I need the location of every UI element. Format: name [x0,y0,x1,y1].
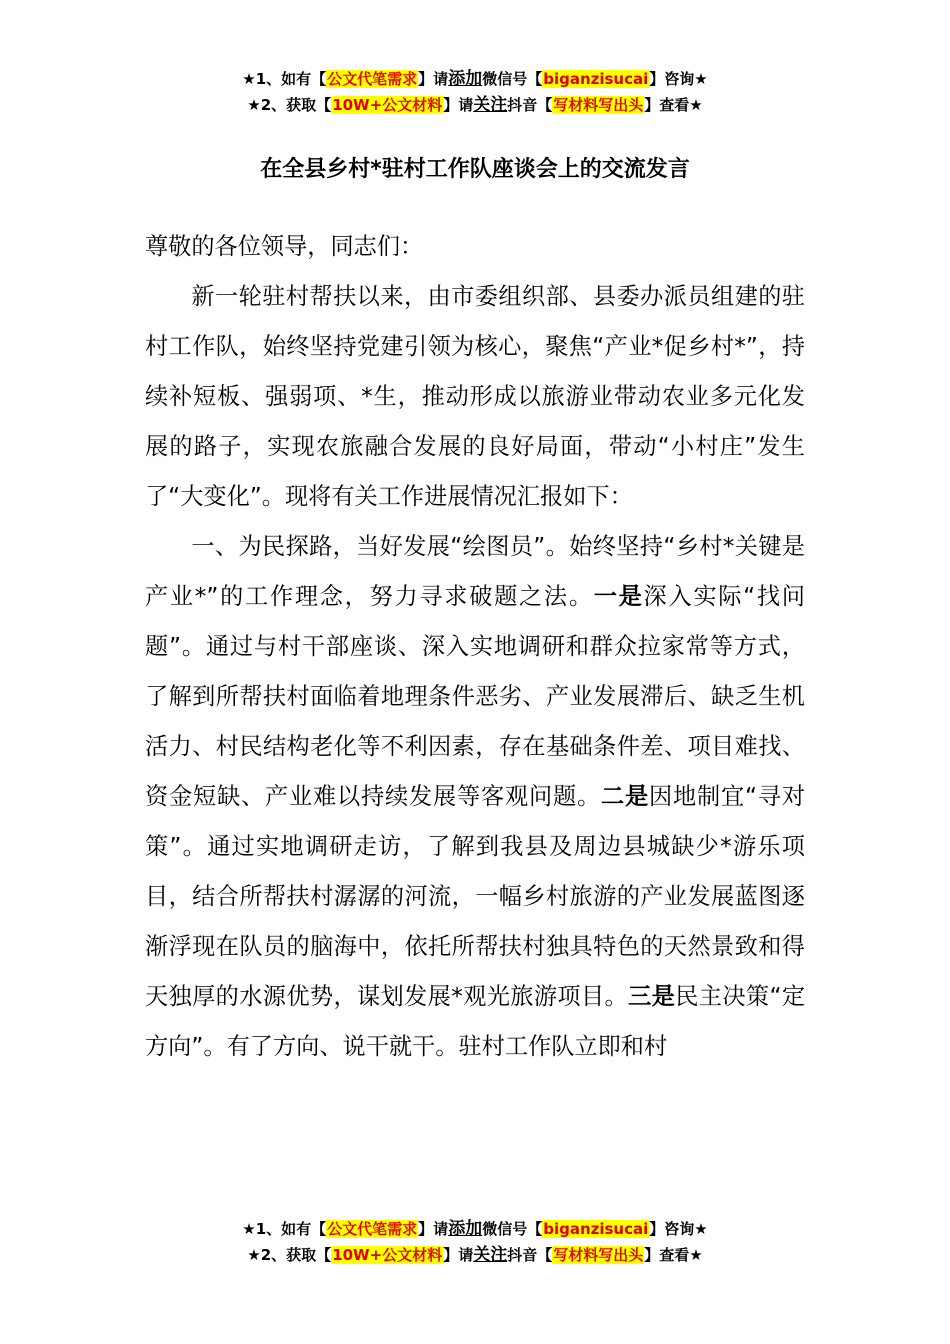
douyin-account: 写材料写出头 [553,96,644,114]
highlight-service: 公文代笔需求 [327,1220,418,1238]
douyin-account: 写材料写出头 [553,1246,644,1264]
paragraph-section-1: 一、为民探路，当好发展“绘图员”。始终坚持“乡村*关键是产业*”的工作理念，努力寻求破题之法。一是深入实际“找问题”。通过与村干部座谈、深入实地调研和群众拉家常等方式，了解到所帮扶村面临着地理条件恶劣、产业发展滞后、缺乏生机活力、村民结构老化等不利因素，存在基础条件差、项目难找、资金短缺、产业难以持续发展等客观问题。二是因地制宜“寻对策”。通过实地调研走访，了解到我县及周边县城缺少*游乐项目，结合所帮扶村潺潺的河流，一幅乡村旅游的产业发展蓝图逐渐浮现在队员的脑海中，依托所帮扶村独具特色的天然景致和得天独厚的水源优势，谋划发展*观光旅游项目。三是民主决策“定方向”。有了方向、说干就干。驻村工作队立即和村 [145,533,806,1060]
document-title: 在全县乡村*驻村工作队座谈会上的交流发言 [260,157,690,182]
wechat-id: biganzisucai [543,1220,649,1238]
banner-line-2: ★2、获取【10W+公文材料】请关注抖音【写材料写出头】查看★ [247,1245,703,1265]
header-banner [0,66,950,118]
highlight-materials: 10W+公文材料 [332,96,443,114]
banner-line-2: ★2、获取【10W+公文材料】请关注抖音【写材料写出头】查看★ [247,95,703,115]
highlight-materials: 10W+公文材料 [332,1246,443,1264]
highlight-service: 公文代笔需求 [327,70,418,88]
footer-banner [0,1216,950,1268]
banner-line-1: ★1、如有【公文代笔需求】请添加微信号【biganzisucai】咨询★ [242,1219,708,1239]
wechat-id: biganzisucai [543,70,649,88]
paragraph-intro: 新一轮驻村帮扶以来，由市委组织部、县委办派员组建的驻村工作队，始终坚持党建引领为核心，聚焦“产业*促乡村*”，持续补短板、强弱项、*生，推动形成以旅游业带动农业多元化发展的路子，实现农旅融合发展的良好局面，带动“小村庄”发生了“大变化”。现将有关工作进展情况汇报如下： [145,283,805,510]
salutation: 尊敬的各位领导，同志们： [145,233,424,260]
document-body [145,222,805,1072]
banner-line-1: ★1、如有【公文代笔需求】请添加微信号【biganzisucai】咨询★ [242,69,708,89]
